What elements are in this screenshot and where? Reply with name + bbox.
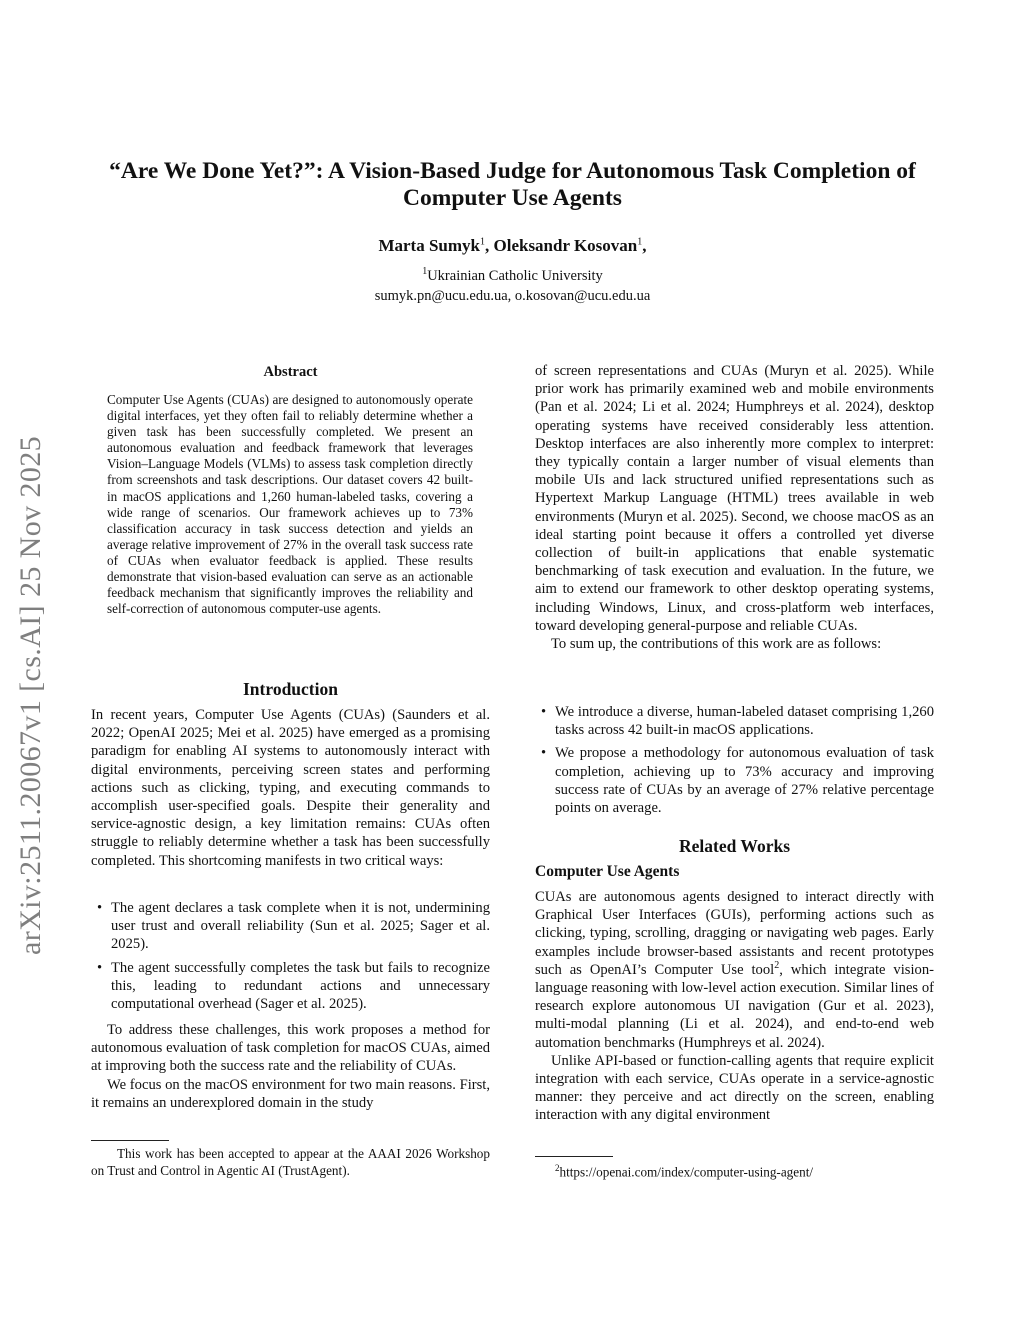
affiliation-block <box>90 266 935 306</box>
footnote-marker: 2 <box>555 1163 560 1173</box>
list-item-text: We introduce a diverse, human-labeled dataset comprising 1,260 tasks across 42 built-in macOS applications. <box>555 704 934 739</box>
acceptance-footnote: This work has been accepted to appear at the AAAI 2026 Workshop on Trust and Control in Agentic AI (TrustAgent). <box>91 1146 490 1178</box>
paragraph-text: , which integrate vision-language reasoning with low-level action execution. Similar lines of research explore autonomous UI navigation (Gur et al. 2023), multi-modal planning (Li et al. 2024), and end-to-end web automation benchmarks (Humphreys et al. 2024). <box>535 961 934 1051</box>
paragraph: To address these challenges, this work proposes a method for autonomous evaluation of task completion for macOS CUAs, aimed at improving both the success rate and the reliability of CUAs. <box>91 1022 490 1075</box>
list-item-text: We propose a methodology for autonomous evaluation of task completion, achieving up to 73% accuracy and improving success rate of CUAs by an average of 27% relative percentage points on average. <box>555 745 934 817</box>
contributions-paragraph <box>535 362 934 653</box>
related-works-heading: Related Works <box>679 836 790 856</box>
introduction-paragraph: In recent years, Computer Use Agents (CUAs) (Saunders et al. 2022; OpenAI 2025; Mei et al. 2025) have emerged as a promising paradigm for enabling AI systems to autonomously interact with digital environments, perceiving screen states and performing actions such as clicking, typing, and executing commands to accomplish user-specified goals. Despite their generality and service-agnostic design, a key limitation remains: CUAs often struggle to reliably determine whether a task has been successfully completed. This shortcoming manifests in two critical ways: <box>91 707 490 869</box>
paragraph-text: CUAs are autonomous agents designed to interact directly with Graphical User Interfaces (GUIs), performing actions such as clicking, typing, scrolling, dragging or navigating web pages. Early examples include browser-based assistants and recent prototypes such as OpenAI’s Computer Use tool <box>535 889 934 978</box>
paragraph: We focus on the macOS environment for two main reasons. First, it remains an underexplored domain in the study <box>91 1076 490 1111</box>
footnote-divider <box>535 1156 613 1157</box>
introduction-heading: Introduction <box>243 679 338 699</box>
computer-use-agents-subheading: Computer Use Agents <box>535 863 680 880</box>
bullet-marker: • <box>541 704 547 720</box>
bullet-marker: • <box>541 745 547 762</box>
footnote-divider <box>91 1140 169 1141</box>
related-works-paragraph <box>535 888 934 1125</box>
list-item <box>91 959 490 1014</box>
footnote-link[interactable]: https://openai.com/index/computer-using-agent/ <box>559 1164 814 1180</box>
author-separator: , <box>485 236 494 255</box>
paragraph <box>535 888 934 1052</box>
arxiv-identifier[interactable]: arXiv:2511.20067v1 [cs.AI] 25 Nov 2025 <box>14 435 47 955</box>
introduction-paragraph <box>91 1021 490 1112</box>
list-item-text: The agent declares a task complete when it is not, undermining user trust and overall reliability (Sun et al. 2025; Sager et al. 2025). <box>111 900 490 953</box>
author-name: Marta Sumyk <box>378 236 480 255</box>
affiliation-line <box>90 266 935 286</box>
bullet-marker: • <box>97 959 103 976</box>
affiliation-name: Ukrainian Catholic University <box>427 268 603 284</box>
paragraph: To sum up, the contributions of this work are as follows: <box>551 636 882 653</box>
footnote-marker[interactable]: 2 <box>774 959 780 971</box>
url-footnote <box>535 1160 934 1180</box>
affiliation-marker: 1 <box>637 236 643 248</box>
author-emails[interactable]: sumyk.pn@ucu.edu.ua, o.kosovan@ucu.edu.ua <box>374 288 651 304</box>
affiliation-marker: 1 <box>422 266 428 278</box>
author-trailing: , <box>642 236 647 255</box>
paper-title: “Are We Done Yet?”: A Vision-Based Judge for Autonomous Task Completion of Computer Use Agents <box>109 158 916 211</box>
list-item <box>91 899 490 954</box>
abstract-text: Computer Use Agents (CUAs) are designed to autonomously operate digital interfaces, yet they often fail to reliably determine whether a given task has been successfully completed. We present an autonomous evaluation and feedback framework that leverages Vision–Language Models (VLMs) to assess task completion directly from screenshots and task descriptions. Our dataset covers 42 built-in macOS applications and 1,260 human-labeled tasks, covering a wide range of scenarios. Our framework achieves up to 73% classification accuracy in task success detection and yields an average relative improvement of 27% in the overall task success rate of CUAs when evaluator feedback is applied. These results demonstrate that vision-based evaluation can serve as an actionable feedback mechanism that significantly improves the reliability and self-correction of autonomous computer-use agents. <box>107 392 473 617</box>
list-item <box>535 744 934 817</box>
paragraph: Unlike API-based or function-calling agents that require explicit integration with each service, CUAs operate in a service-agnostic manner: they perceive and act directly on the screen, enabling interaction with any digital environment <box>535 1052 934 1124</box>
paragraph: of screen representations and CUAs (Muryn et al. 2025). While prior work has primarily examined web and mobile environments (Pan et al. 2024; Li et al. 2024; Humphreys et al. 2024), desktop operating systems have received considerably less attention. Desktop interfaces are also inherently more complex to interpret: they typically contain a larger number of visual elements than mobile UIs and lack structured unified representations such as Hypertext Markup Language (HTML) trees available in web environments (Muryn et al. 2025). Second, we choose macOS as an ideal starting point because it offers a controlled yet diverse collection of built-in applications that enable systematic benchmarking of task execution and evaluation. In the future, we aim to extend our framework to other desktop operating systems, including Windows, Linux, and cross-platform web interfaces, toward developing general-purpose and reliable CUAs. <box>535 363 934 634</box>
bullet-marker: • <box>97 900 103 916</box>
introduction-bullet-list <box>91 899 490 1018</box>
abstract-heading: Abstract <box>263 364 318 380</box>
author-name: Oleksandr Kosovan <box>493 236 638 255</box>
affiliation-marker: 1 <box>480 236 485 248</box>
contributions-bullet-list <box>535 703 934 822</box>
list-item-text: The agent successfully completes the task but fails to recognize this, leading to redundant actions and unnecessary computational overhead (Sager et al. 2025). <box>111 959 490 1013</box>
author-list <box>90 236 935 256</box>
list-item <box>535 703 934 739</box>
